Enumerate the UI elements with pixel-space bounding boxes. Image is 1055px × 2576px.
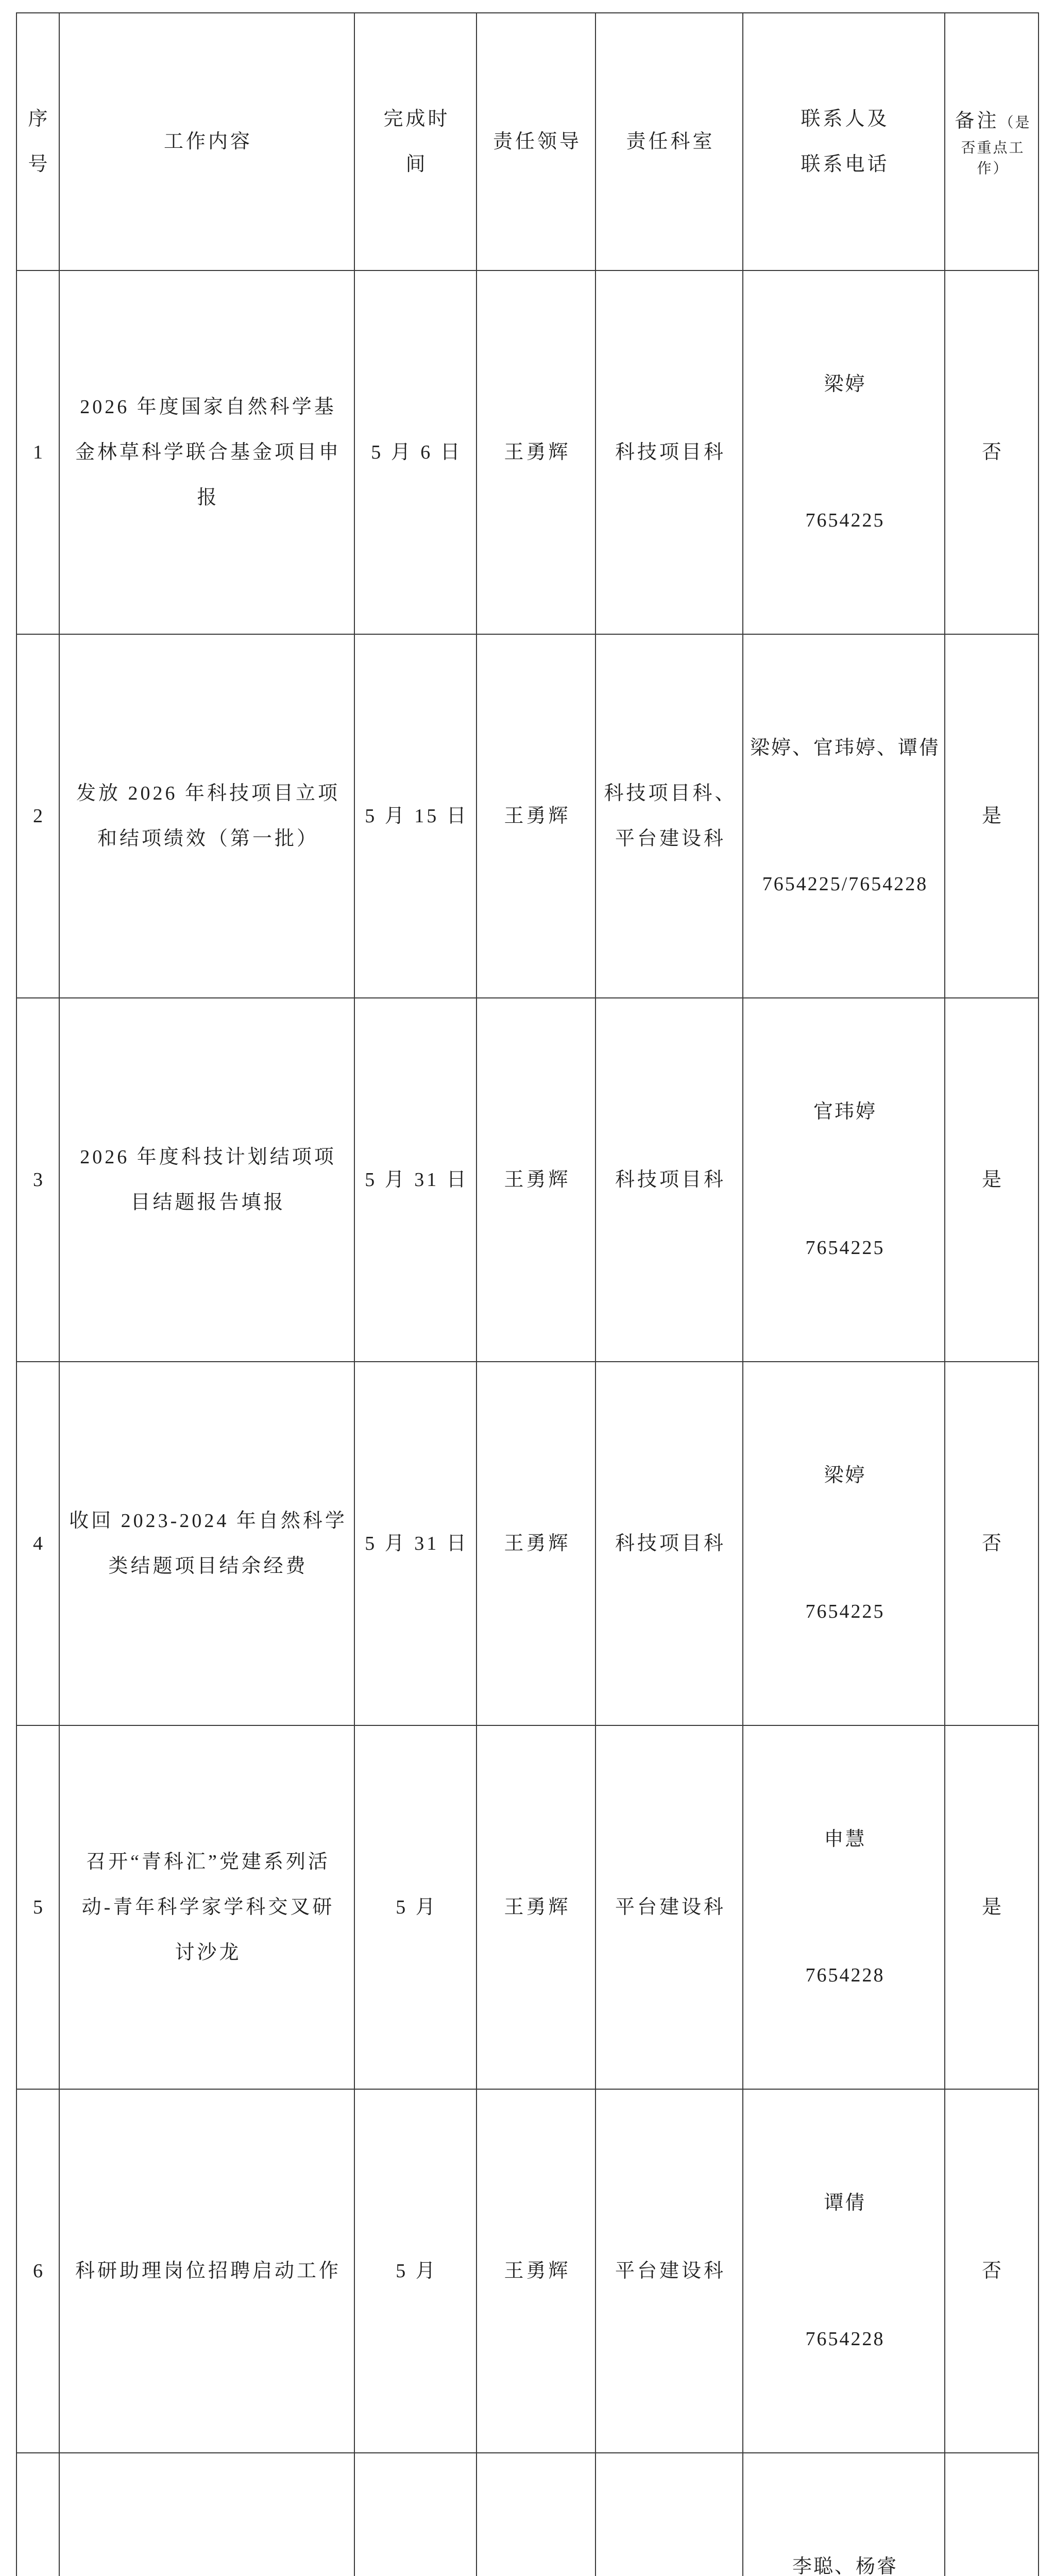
cell-seq: 5: [16, 1725, 59, 2089]
cell-leader: 王勇辉: [477, 998, 595, 1362]
cell-seq: 3: [16, 998, 59, 1362]
cell-leader: 王勇辉: [477, 1362, 595, 1725]
cell-contact: [743, 998, 945, 1362]
cell-contact: [743, 1362, 945, 1725]
table-row: [16, 2089, 1039, 2453]
contact-name: 申慧: [824, 1828, 866, 1850]
cell-leader: [477, 2453, 595, 2576]
cell-leader: 王勇辉: [477, 2089, 595, 2453]
cell-deadline: [354, 2453, 477, 2576]
cell-leader: 王勇辉: [477, 634, 595, 998]
cell-leader: 王勇辉: [477, 270, 595, 634]
header-remark: [945, 13, 1039, 270]
cell-contact: [743, 270, 945, 634]
table-row: [16, 998, 1039, 1362]
work-plan-table: [16, 12, 1039, 2576]
cell-content: 2026 年度国家自然科学基 金林草科学联合基金项目申 报: [59, 270, 354, 634]
cell-content: 科研助理岗位招聘启动工作: [59, 2089, 354, 2453]
table-row: [16, 2453, 1039, 2576]
cell-department: 平台建设科: [595, 1725, 743, 2089]
header-contact: 联系人及 联系电话: [743, 13, 945, 270]
contact-phone: 7654225: [805, 1601, 885, 1622]
cell-key-work: 否: [945, 2089, 1039, 2453]
header-content: 工作内容: [59, 13, 354, 270]
cell-deadline: 5 月 31 日: [354, 1362, 477, 1725]
cell-seq: 6: [16, 2089, 59, 2453]
cell-deadline: 5 月: [354, 1725, 477, 2089]
cell-key-work: 否: [945, 1362, 1039, 1725]
contact-name: 梁婷: [824, 1465, 866, 1486]
cell-deadline: 5 月 15 日: [354, 634, 477, 998]
remark-heading: [948, 104, 1038, 179]
cell-department: [595, 2453, 743, 2576]
contact-phone: 7654225: [805, 510, 885, 531]
cell-deadline: 5 月 31 日: [354, 998, 477, 1362]
cell-contact: [743, 2089, 945, 2453]
cell-department: 科技项目科、 平台建设科: [595, 634, 743, 998]
table-row: [16, 1362, 1039, 1725]
header-department: 责任科室: [595, 13, 743, 270]
cell-content: [59, 2453, 354, 2576]
remark-label: 备注: [955, 110, 999, 132]
cell-seq: 2: [16, 634, 59, 998]
cell-key-work: 是: [945, 998, 1039, 1362]
table-row: [16, 270, 1039, 634]
header-leader: 责任领导: [477, 13, 595, 270]
cell-content: 发放 2026 年科技项目立项 和结项绩效（第一批）: [59, 634, 354, 998]
contact-name: 李聪、杨睿: [792, 2556, 898, 2576]
cell-key-work: [945, 2453, 1039, 2576]
cell-key-work: 否: [945, 270, 1039, 634]
remark-note: （是 否重点工 作）: [961, 115, 1031, 177]
cell-seq: 1: [16, 270, 59, 634]
cell-department: 平台建设科: [595, 2089, 743, 2453]
table-row: [16, 634, 1039, 998]
contact-phone: 7654225/7654228: [762, 873, 928, 895]
cell-leader: 王勇辉: [477, 1725, 595, 2089]
cell-contact: [743, 634, 945, 998]
cell-department: 科技项目科: [595, 998, 743, 1362]
table-header-row: [16, 13, 1039, 270]
cell-content: 2026 年度科技计划结项项 目结题报告填报: [59, 998, 354, 1362]
contact-phone: 7654228: [805, 2328, 885, 2350]
header-seq: 序 号: [16, 13, 59, 270]
contact-name: 谭倩: [824, 2192, 866, 2214]
cell-contact: [743, 2453, 945, 2576]
contact-name: 梁婷: [824, 374, 866, 395]
cell-content: 收回 2023-2024 年自然科学 类结题项目结余经费: [59, 1362, 354, 1725]
cell-seq: 4: [16, 1362, 59, 1725]
contact-phone: 7654225: [805, 1237, 885, 1259]
cell-department: 科技项目科: [595, 1362, 743, 1725]
cell-deadline: 5 月: [354, 2089, 477, 2453]
table-row: [16, 1725, 1039, 2089]
cell-seq: [16, 2453, 59, 2576]
contact-phone: 7654228: [805, 1964, 885, 1986]
cell-content: 召开“青科汇”党建系列活 动-青年科学家学科交叉研 讨沙龙: [59, 1725, 354, 2089]
cell-key-work: 是: [945, 1725, 1039, 2089]
cell-department: 科技项目科: [595, 270, 743, 634]
contact-name: 梁婷、官玮婷、谭倩: [750, 737, 940, 759]
header-deadline: 完成时 间: [354, 13, 477, 270]
cell-deadline: 5 月 6 日: [354, 270, 477, 634]
contact-name: 官玮婷: [813, 1101, 877, 1123]
cell-contact: [743, 1725, 945, 2089]
cell-key-work: 是: [945, 634, 1039, 998]
